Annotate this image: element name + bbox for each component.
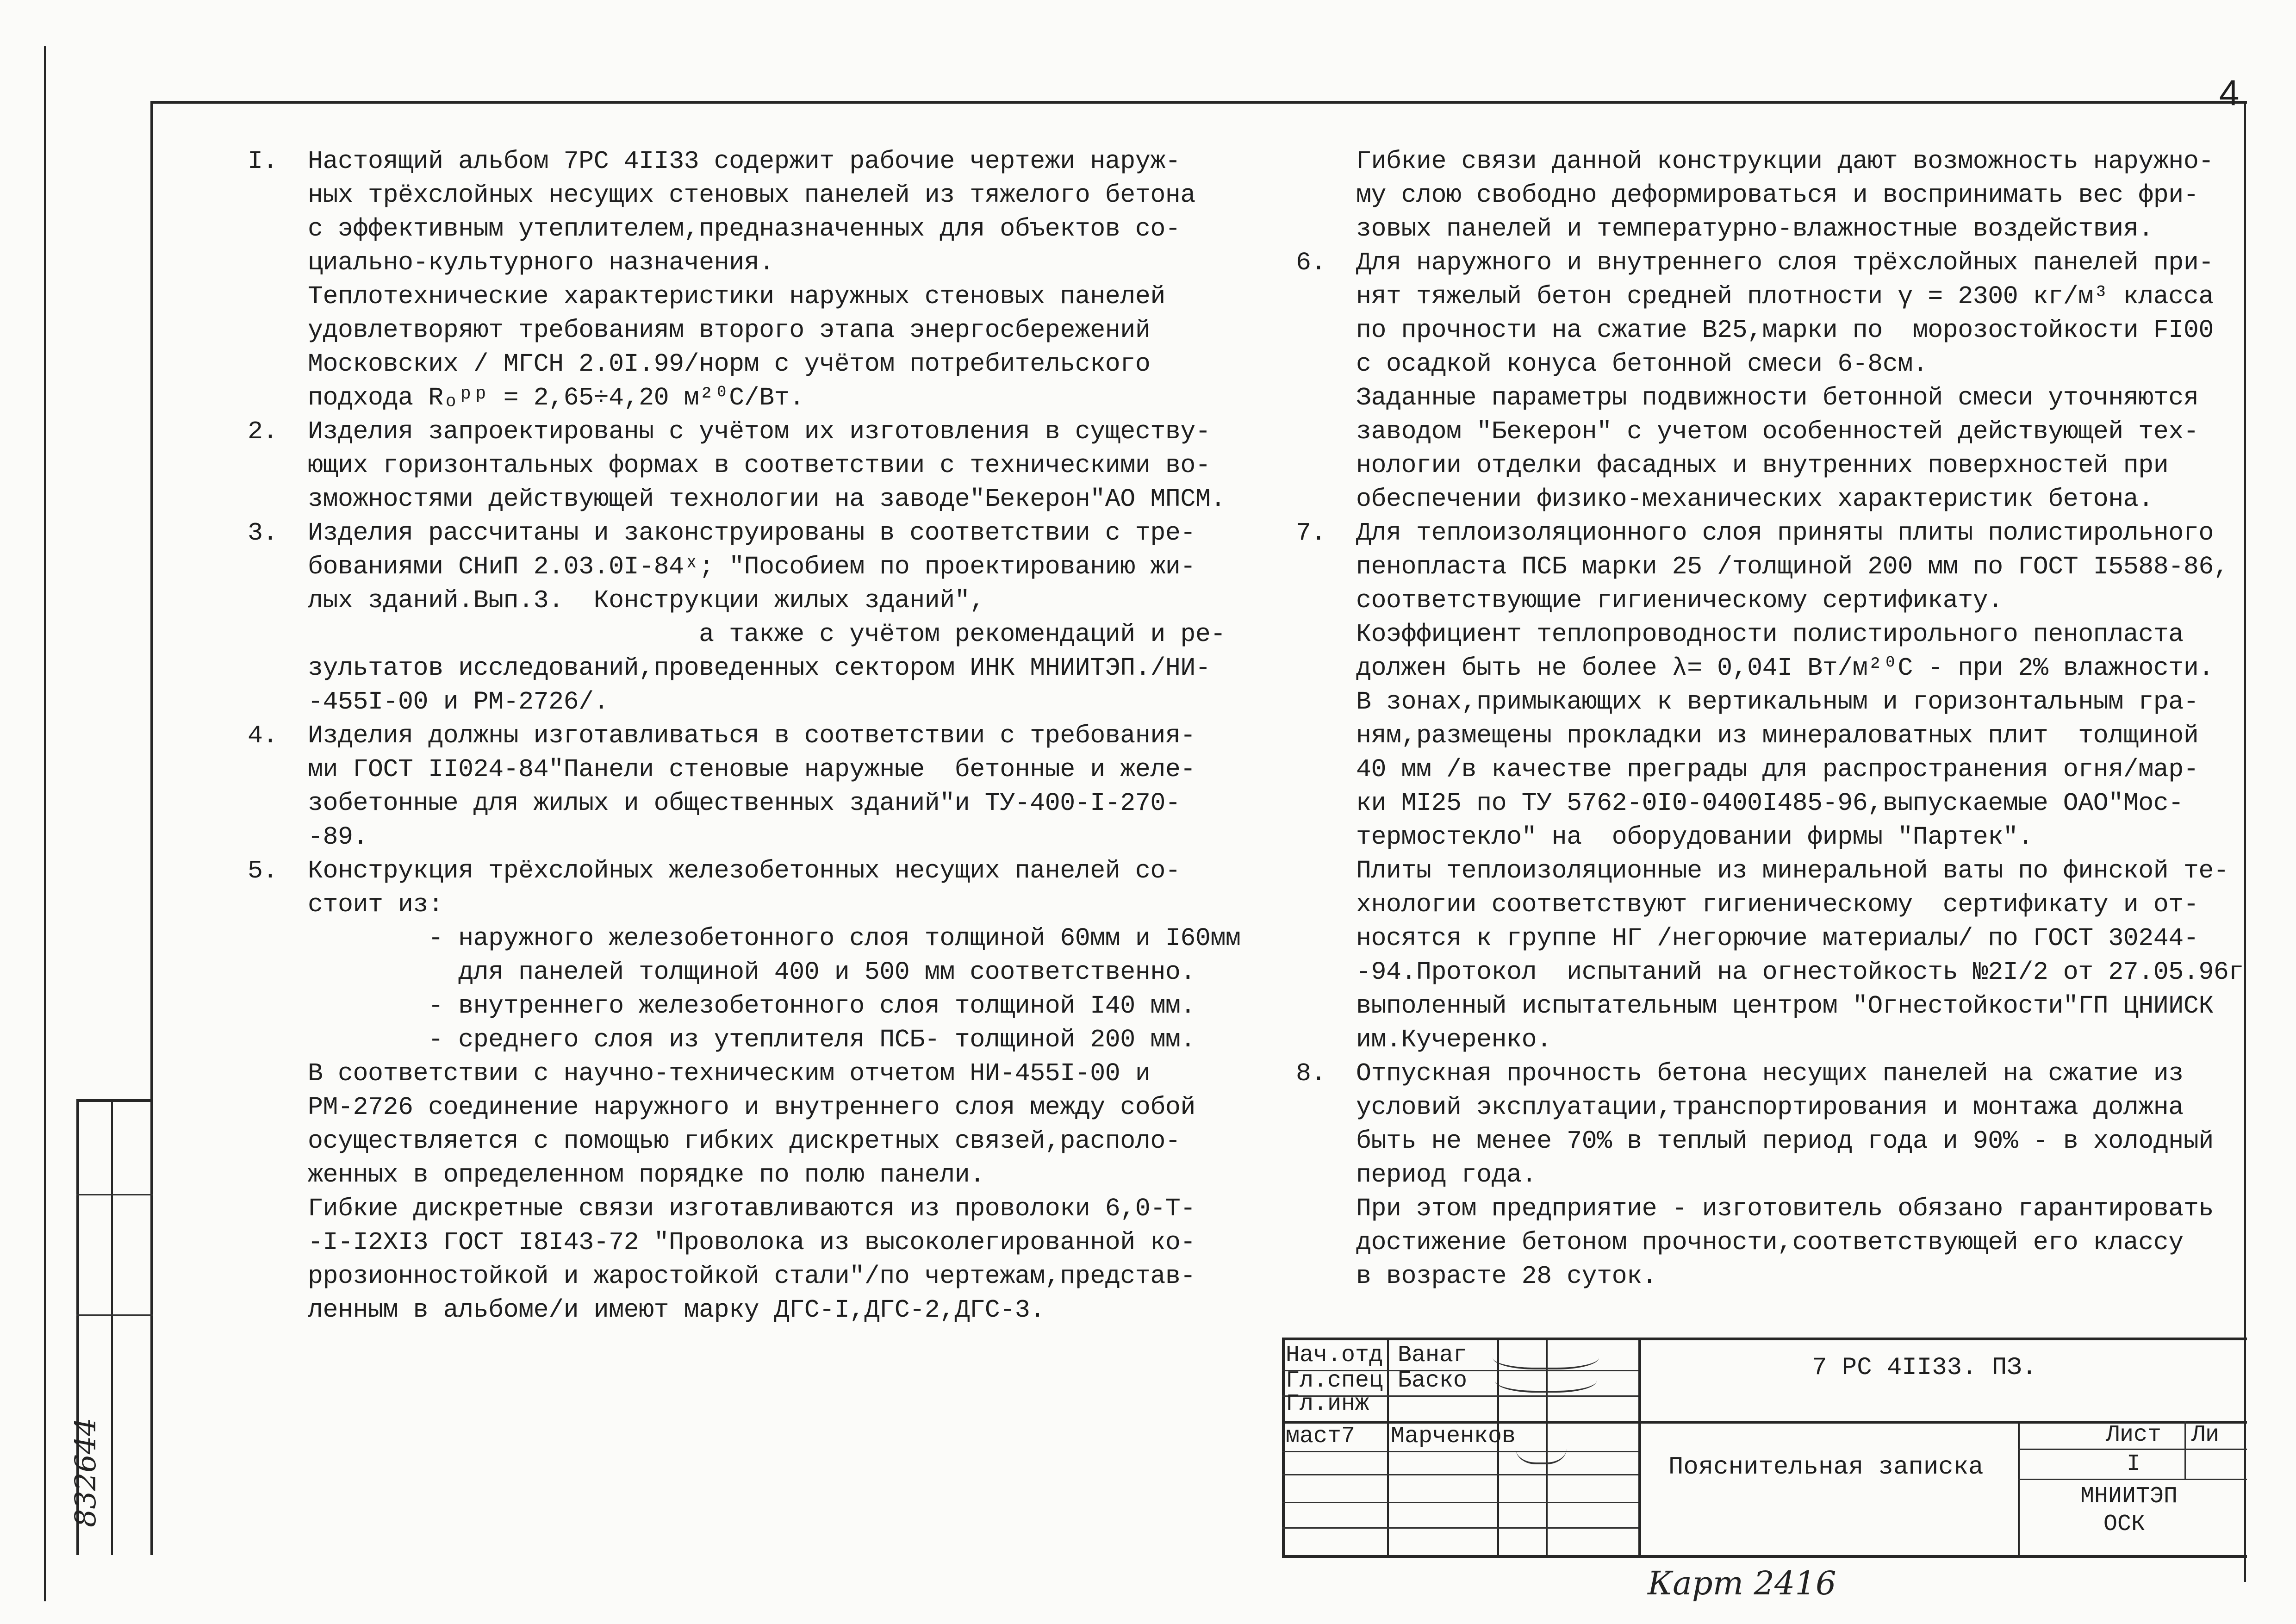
title-block-row-5 (1282, 1474, 1638, 1475)
text-line: В зонах,примыкающих к вертикальным и горизонтальным гра- (1296, 687, 2199, 716)
text-line: зможностями действующей технологии на заводе"Бекерон"АО МПСМ. (248, 485, 1226, 514)
text-line: Теплотехнические характеристики наружных стеновых панелей (248, 282, 1165, 311)
role-head-dept: Нач.отд (1286, 1342, 1383, 1369)
text-line: Гибкие связи данной конструкции дают возможность наружно- (1296, 147, 2214, 176)
text-line: I. Настоящий альбом 7РС 4II33 содержит рабочие чертежи наруж- (248, 147, 1181, 176)
sheet-number: I (2127, 1451, 2141, 1477)
text-line: 7. Для теплоизоляционного слоя приняты плиты полистирольного (1296, 518, 2214, 548)
text-line: ням,размещены прокладки из минераловатных плит толщиной (1296, 721, 2199, 750)
text-line: 8. Отпускная прочность бетона несущих панелей на сжатие из (1296, 1059, 2184, 1088)
text-line: с эффективным утеплителем,предназначенных для объектов со- (248, 214, 1181, 243)
title-block-top (1282, 1338, 2247, 1340)
text-line: бованиями СНиП 2.03.0I-84ˣ; "Пособием по проектированию жи- (248, 552, 1195, 581)
text-line: лых зданий.Вып.3. Конструкции жилых зданий", (248, 586, 985, 615)
title-block-col-4 (1638, 1338, 1641, 1555)
text-line: женных в определенном порядке по полю панели. (248, 1160, 985, 1189)
text-line: для панелей толщиной 400 и 500 мм соответственно. (248, 958, 1195, 987)
name-chief-spec: Баско (1398, 1368, 1468, 1394)
text-line: му слою свободно деформироваться и воспринимать вес фри- (1296, 180, 2199, 210)
text-line: Гибкие дискретные связи изготавливаются из проволоки 6,0-Т- (248, 1194, 1195, 1223)
text-line: должен быть не более λ= 0,04I Вт/м²⁰С - при 2% влажности. (1296, 653, 2214, 683)
sheet-box-col (2184, 1421, 2186, 1479)
organization-dept: ОСК (2103, 1511, 2146, 1537)
text-line: Коэффициент теплопроводности полистирольного пенопласта (1296, 620, 2184, 649)
signature-3 (1516, 1425, 1567, 1464)
text-line: в возрасте 28 суток. (1296, 1262, 1657, 1291)
text-line: нологии отделки фасадных и внутренних поверхностей при (1296, 451, 2169, 480)
text-line: достижение бетоном прочности,соответствующей его классу (1296, 1228, 2184, 1257)
text-line: осуществляется с помощью гибких дискретных связей,располо- (248, 1126, 1181, 1156)
text-line: ющих горизонтальных формах в соответствии с техническими во- (248, 451, 1211, 480)
sheet-box-row-2 (2018, 1479, 2247, 1480)
signature-2 (1495, 1363, 1597, 1393)
text-line: Московских / МГСН 2.0I.99/норм с учётом потребительского (248, 349, 1151, 379)
text-line: - среднего слоя из утеплителя ПСБ- толщиной 200 мм. (248, 1025, 1195, 1054)
text-line: нят тяжелый бетон средней плотности γ = 2300 кг/м³ класса (1296, 282, 2214, 311)
text-line: Заданные параметры подвижности бетонной смеси уточняются (1296, 383, 2199, 412)
text-line: При этом предприятие - изготовитель обязано гарантировать (1296, 1194, 2214, 1223)
text-line: зовых панелей и температурно-влажностные воздействия. (1296, 214, 2153, 243)
document-title: Пояснительная записка (1668, 1453, 1984, 1481)
text-line: -89. (248, 822, 368, 852)
left-border (150, 101, 153, 1555)
text-line: ных трёхслойных несущих стеновых панелей из тяжелого бетона (248, 180, 1195, 210)
title-block-row-4 (1282, 1451, 1638, 1452)
text-line: Плиты теплоизоляционные из минеральной ваты по финской те- (1296, 856, 2229, 885)
text-line: пенопласта ПСБ марки 25 /толщиной 200 мм по ГОСТ I5588-86, (1296, 552, 2229, 581)
text-line: быть не менее 70% в теплый период года и 90% - в холодный (1296, 1126, 2214, 1156)
stamp-number: 832644 (68, 1418, 102, 1527)
name-head-dept: Ванаг (1398, 1342, 1468, 1369)
text-line: 2. Изделия запроектированы с учётом их изготовления в существу- (248, 417, 1211, 446)
text-line: 5. Конструкция трёхслойных железобетонных несущих панелей со- (248, 856, 1181, 885)
text-line: им.Кучеренко. (1296, 1025, 1552, 1054)
text-line: циально-культурного назначения. (248, 248, 774, 277)
text-line: ленным в альбоме/и имеют марку ДГС-I,ДГС-2,ДГС-3. (248, 1295, 1045, 1325)
text-line: обеспечении физико-механических характеристик бетона. (1296, 485, 2153, 514)
sheet-box-left (2018, 1421, 2020, 1555)
text-line: ррозионностойкой и жаростойкой стали"/по чертежам,представ- (248, 1262, 1195, 1291)
text-line: -94.Протокол испытаний на огнестойкость №2I/2 от 27.05.96г (1296, 958, 2244, 987)
role-master: маст7 (1286, 1423, 1356, 1450)
text-line: зобетонные для жилых и общественных зданий"и ТУ-400-I-270- (248, 789, 1181, 818)
handwritten-footer: Карт 2416 (1648, 1564, 1836, 1602)
text-line: выполенный испытательным центром "Огнестойкости"ГП ЦНИИСК (1296, 991, 2214, 1020)
left-binding-line (44, 46, 46, 1601)
text-line: зультатов исследований,проведенных сектором ИНК МНИИТЭП./НИ- (248, 653, 1211, 683)
role-chief-spec: Гл.спец (1286, 1368, 1383, 1394)
bottom-border (1282, 1555, 2247, 1558)
text-line: а также с учётом рекомендаций и ре- (248, 620, 1226, 649)
text-line: ми ГОСТ II024-84"Панели стеновые наружные бетонные и желе- (248, 755, 1195, 784)
text-line: - внутреннего железобетонного слоя толщиной I40 мм. (248, 991, 1195, 1020)
document-code: 7 РС 4II33. ПЗ. (1812, 1354, 2037, 1382)
right-text-column (1296, 144, 2244, 1293)
stamp-box-divider-2 (76, 1314, 153, 1316)
text-line: период года. (1296, 1160, 1537, 1189)
text-line: хнологии соответствуют гигиеническому сертификату и от- (1296, 890, 2199, 919)
page-number: 4 (2219, 72, 2240, 113)
text-line: заводом "Бекерон" с учетом особенностей действующей тех- (1296, 417, 2199, 446)
text-line: носятся к группе НГ /негорючие материалы/ по ГОСТ 30244- (1296, 924, 2199, 953)
text-line: - наружного железобетонного слоя толщиной 60мм и I60мм (248, 924, 1241, 953)
text-line: 6. Для наружного и внутреннего слоя трёхслойных панелей при- (1296, 248, 2214, 277)
text-line: удовлетворяют требованиям второго этапа энергосбережений (248, 316, 1151, 345)
stamp-box-divider-1 (76, 1194, 153, 1195)
title-block-row-6 (1282, 1502, 1638, 1503)
left-text-column (248, 144, 1240, 1327)
right-border (2244, 101, 2246, 1582)
text-line: по прочности на сжатие В25,марки по морозостойкости FI00 (1296, 316, 2214, 345)
name-master: Марченков (1391, 1423, 1516, 1450)
text-line: ки МI25 по ТУ 5762-0I0-0400I485-96,выпускаемые ОАО"Мос- (1296, 789, 2184, 818)
text-line: В соответствии с научно-техническим отчетом НИ-455I-00 и (248, 1059, 1151, 1088)
text-line: термостекло" на оборудовании фирмы "Партек". (1296, 822, 2033, 852)
title-block-row-7 (1282, 1527, 1638, 1529)
text-line: подхода Rₒᵖᵖ = 2,65÷4,20 м²⁰С/Вт. (248, 383, 804, 412)
stamp-box-mid (111, 1099, 113, 1555)
role-chief-eng: Гл.инж (1286, 1391, 1369, 1417)
sheets-label: Ли (2191, 1422, 2220, 1448)
text-line: -455I-00 и РМ-2726/. (248, 687, 609, 716)
text-line: 4. Изделия должны изготавливаться в соответствии с требования- (248, 721, 1195, 750)
text-line: 3. Изделия рассчитаны и законструированы в соответствии с тре- (248, 518, 1195, 548)
sheet-box-row-1 (2018, 1449, 2247, 1450)
top-border (150, 101, 2247, 104)
stamp-box-top (76, 1099, 153, 1102)
text-line: стоит из: (248, 890, 443, 919)
text-line: с осадкой конуса бетонной смеси 6-8см. (1296, 349, 1928, 379)
text-line: РМ-2726 соединение наружного и внутреннего слоя между собой (248, 1093, 1195, 1122)
text-line: 40 мм /в качестве преграды для распространения огня/мар- (1296, 755, 2199, 784)
text-line: соответствующие гигиеническому сертификату. (1296, 586, 2003, 615)
sheet-label: Лист (2106, 1422, 2162, 1448)
text-line: условий эксплуатации,транспортирования и монтажа должна (1296, 1093, 2184, 1122)
text-line: -I-I2XI3 ГОСТ I8I43-72 "Проволока из высоколегированной ко- (248, 1228, 1195, 1257)
organization-name: МНИИТЭП (2080, 1483, 2178, 1510)
